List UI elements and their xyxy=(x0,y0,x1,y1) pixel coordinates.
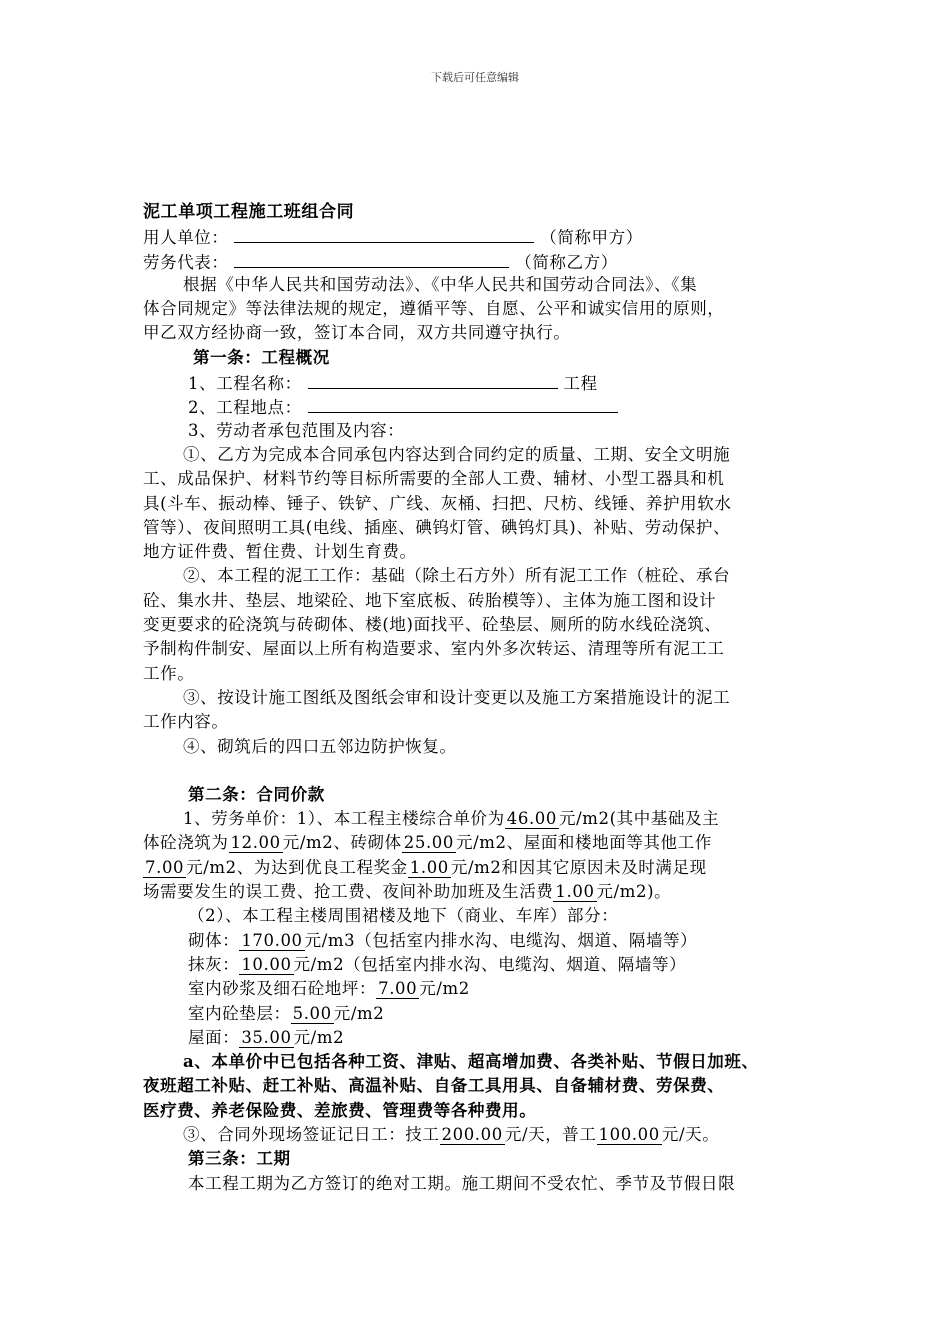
article-2-heading: 第二条：合同价款 xyxy=(188,784,325,804)
concrete-price[interactable]: 12.00 xyxy=(230,833,281,853)
price-line-1 xyxy=(143,807,843,831)
article-3-heading: 第三条：工期 xyxy=(188,1149,291,1169)
plaster-label: 抹灰： xyxy=(188,954,240,974)
party-a-label: 用人单位： xyxy=(143,228,229,248)
plaster-line xyxy=(143,953,843,977)
intro-line: 根据《中华人民共和国劳动法》、《中华人民共和国劳动合同法》、《集 xyxy=(183,274,698,294)
scope-p2-line: 砼、集水井、垫层、地梁砼、地下室底板、砖胎模等）、主体为施工图和设计 xyxy=(143,590,717,610)
day-labor-line xyxy=(143,1123,843,1147)
party-a-suffix: （简称甲方） xyxy=(540,228,643,248)
roof-label: 屋面： xyxy=(188,1027,240,1047)
scope-label: 3、劳动者承包范围及内容： xyxy=(188,420,405,440)
plaster-price[interactable]: 10.00 xyxy=(241,954,292,974)
overtime-price[interactable]: 1.00 xyxy=(555,882,595,902)
cushion-line xyxy=(143,1002,843,1026)
price-text: 元/m2、屋面和楼地面等其他工作 xyxy=(456,833,712,853)
inclusion-note-line: 夜班超工补贴、赶工补贴、高温补贴、自备工具用具、自备辅材费、劳保费、 xyxy=(143,1076,725,1096)
annex-heading: （2）、本工程主楼周围裙楼及地下（商业、车库）部分： xyxy=(188,906,619,926)
bonus-price[interactable]: 1.00 xyxy=(409,857,449,877)
cushion-price[interactable]: 5.00 xyxy=(292,1003,332,1023)
price-text: 元/m2和因其它原因未及时满足现 xyxy=(450,857,707,877)
mortar-price[interactable]: 7.00 xyxy=(378,979,418,999)
price-text: 元/m2)。 xyxy=(596,882,672,902)
price-text: 元/m2、砖砌体 xyxy=(282,833,402,853)
price-text: 1、劳务单价：1）、本工程主楼综合单价为 xyxy=(183,809,505,829)
intro-line: 体合同规定》等法律法规的规定，遵循平等、自愿、公平和诚实信用的原则， xyxy=(143,299,725,319)
party-b-suffix: （简称乙方） xyxy=(515,252,618,272)
scope-p3-line: 工作内容。 xyxy=(143,712,229,732)
price-line-4 xyxy=(143,880,843,904)
brick-label: 砌体： xyxy=(188,930,240,950)
scope-p4-line: ④、砌筑后的四口五邻边防护恢复。 xyxy=(183,736,457,756)
party-b-blank[interactable] xyxy=(234,249,509,268)
scope-p3-line: ③、按设计施工图纸及图纸会审和设计变更以及施工方案措施设计的泥工 xyxy=(183,687,731,707)
inclusion-note-line: 医疗费、养老保险费、差旅费、管理费等各种费用。 xyxy=(143,1100,537,1120)
contract-title: 泥工单项工程施工班组合同 xyxy=(143,202,355,222)
general-labor-rate[interactable]: 100.00 xyxy=(598,1124,660,1144)
brick-masonry-price[interactable]: 25.00 xyxy=(403,833,455,853)
page-header: 下载后可任意编辑 xyxy=(431,71,519,84)
roof-line xyxy=(143,1026,843,1050)
scope-p2-line: 予制构件制安、屋面以上所有构造要求、室内外多次转运、清理等所有泥工工 xyxy=(143,639,725,659)
project-site-label: 2、工程地点： xyxy=(188,398,302,418)
scope-p1-line: 管等）、夜间照明工具(电线、插座、碘钨灯管、碘钨灯具)、补贴、劳动保护、 xyxy=(143,517,731,537)
cushion-label: 室内砼垫层： xyxy=(188,1003,291,1023)
brick-line xyxy=(143,929,843,953)
project-site-blank[interactable] xyxy=(308,394,618,413)
main-building-price[interactable]: 46.00 xyxy=(506,809,557,829)
other-work-price[interactable]: 7.00 xyxy=(145,857,185,877)
project-name-suffix: 工程 xyxy=(563,374,598,394)
scope-p1-line: 具(斗车、振动棒、锤子、铁铲、广线、灰桶、扫把、尺枋、线锤、养护用软水 xyxy=(143,493,732,513)
party-a-blank[interactable] xyxy=(234,224,534,243)
project-name-label: 1、工程名称： xyxy=(188,374,302,394)
article-1-heading: 第一条：工程概况 xyxy=(193,347,330,367)
scope-p2-line: 变更要求的砼浇筑与砖砌体、楼(地)面找平、砼垫层、厕所的防水线砼浇筑、 xyxy=(143,615,722,635)
price-text: 体砼浇筑为 xyxy=(143,833,229,853)
party-b-line xyxy=(143,249,843,273)
scope-p1-line: 地方证件费、暂住费、计划生育费。 xyxy=(143,542,417,562)
cushion-suffix: 元/m2 xyxy=(333,1003,385,1023)
day-labor-text: ③、合同外现场签证记日工：技工 xyxy=(183,1124,440,1144)
mortar-suffix: 元/m2 xyxy=(419,979,470,999)
project-name-blank[interactable] xyxy=(308,370,558,389)
day-labor-text: 元/天，普工 xyxy=(504,1124,597,1144)
price-line-2 xyxy=(143,831,843,855)
scope-p2-line: ②、本工程的泥工工作：基础（除土石方外）所有泥工工作（桩砼、承台 xyxy=(183,566,731,586)
price-text: 场需要发生的误工费、抢工费、夜间补助加班及生活费 xyxy=(143,882,554,902)
party-a-line xyxy=(143,224,843,248)
day-labor-text: 元/天。 xyxy=(661,1124,720,1144)
brick-price[interactable]: 170.00 xyxy=(241,930,303,950)
inclusion-note-line: a、本单价中已包括各种工资、津贴、超高增加费、各类补贴、节假日加班、 xyxy=(183,1052,759,1072)
price-line-3 xyxy=(143,856,843,880)
intro-line: 甲乙双方经协商一致，签订本合同，双方共同遵守执行。 xyxy=(143,323,571,343)
roof-suffix: 元/m2 xyxy=(293,1027,345,1047)
project-site-line xyxy=(143,394,843,418)
price-text: 元/m2、为达到优良工程奖金 xyxy=(186,857,408,877)
duration-line: 本工程工期为乙方签订的绝对工期。施工期间不受农忙、季节及节假日限 xyxy=(188,1173,736,1193)
brick-suffix: 元/m3（包括室内排水沟、电缆沟、烟道、隔墙等） xyxy=(304,930,698,950)
mortar-line xyxy=(143,977,843,1001)
plaster-suffix: 元/m2（包括室内排水沟、电缆沟、烟道、隔墙等） xyxy=(293,954,687,974)
contract-body xyxy=(143,200,843,1196)
mortar-label: 室内砂浆及细石砼地坪： xyxy=(188,979,377,999)
party-b-label: 劳务代表： xyxy=(143,252,229,272)
project-name-line xyxy=(143,370,843,394)
price-text: 元/m2(其中基础及主 xyxy=(559,809,720,829)
scope-p2-line: 工作。 xyxy=(143,663,195,683)
roof-price[interactable]: 35.00 xyxy=(241,1027,292,1047)
scope-p1-line: 工、成品保护、材料节约等目标所需要的全部人工费、辅材、小型工器具和机 xyxy=(143,469,725,489)
scope-p1-line: ①、乙方为完成本合同承包内容达到合同约定的质量、工期、安全文明施 xyxy=(183,444,731,464)
skilled-labor-rate[interactable]: 200.00 xyxy=(441,1124,503,1144)
